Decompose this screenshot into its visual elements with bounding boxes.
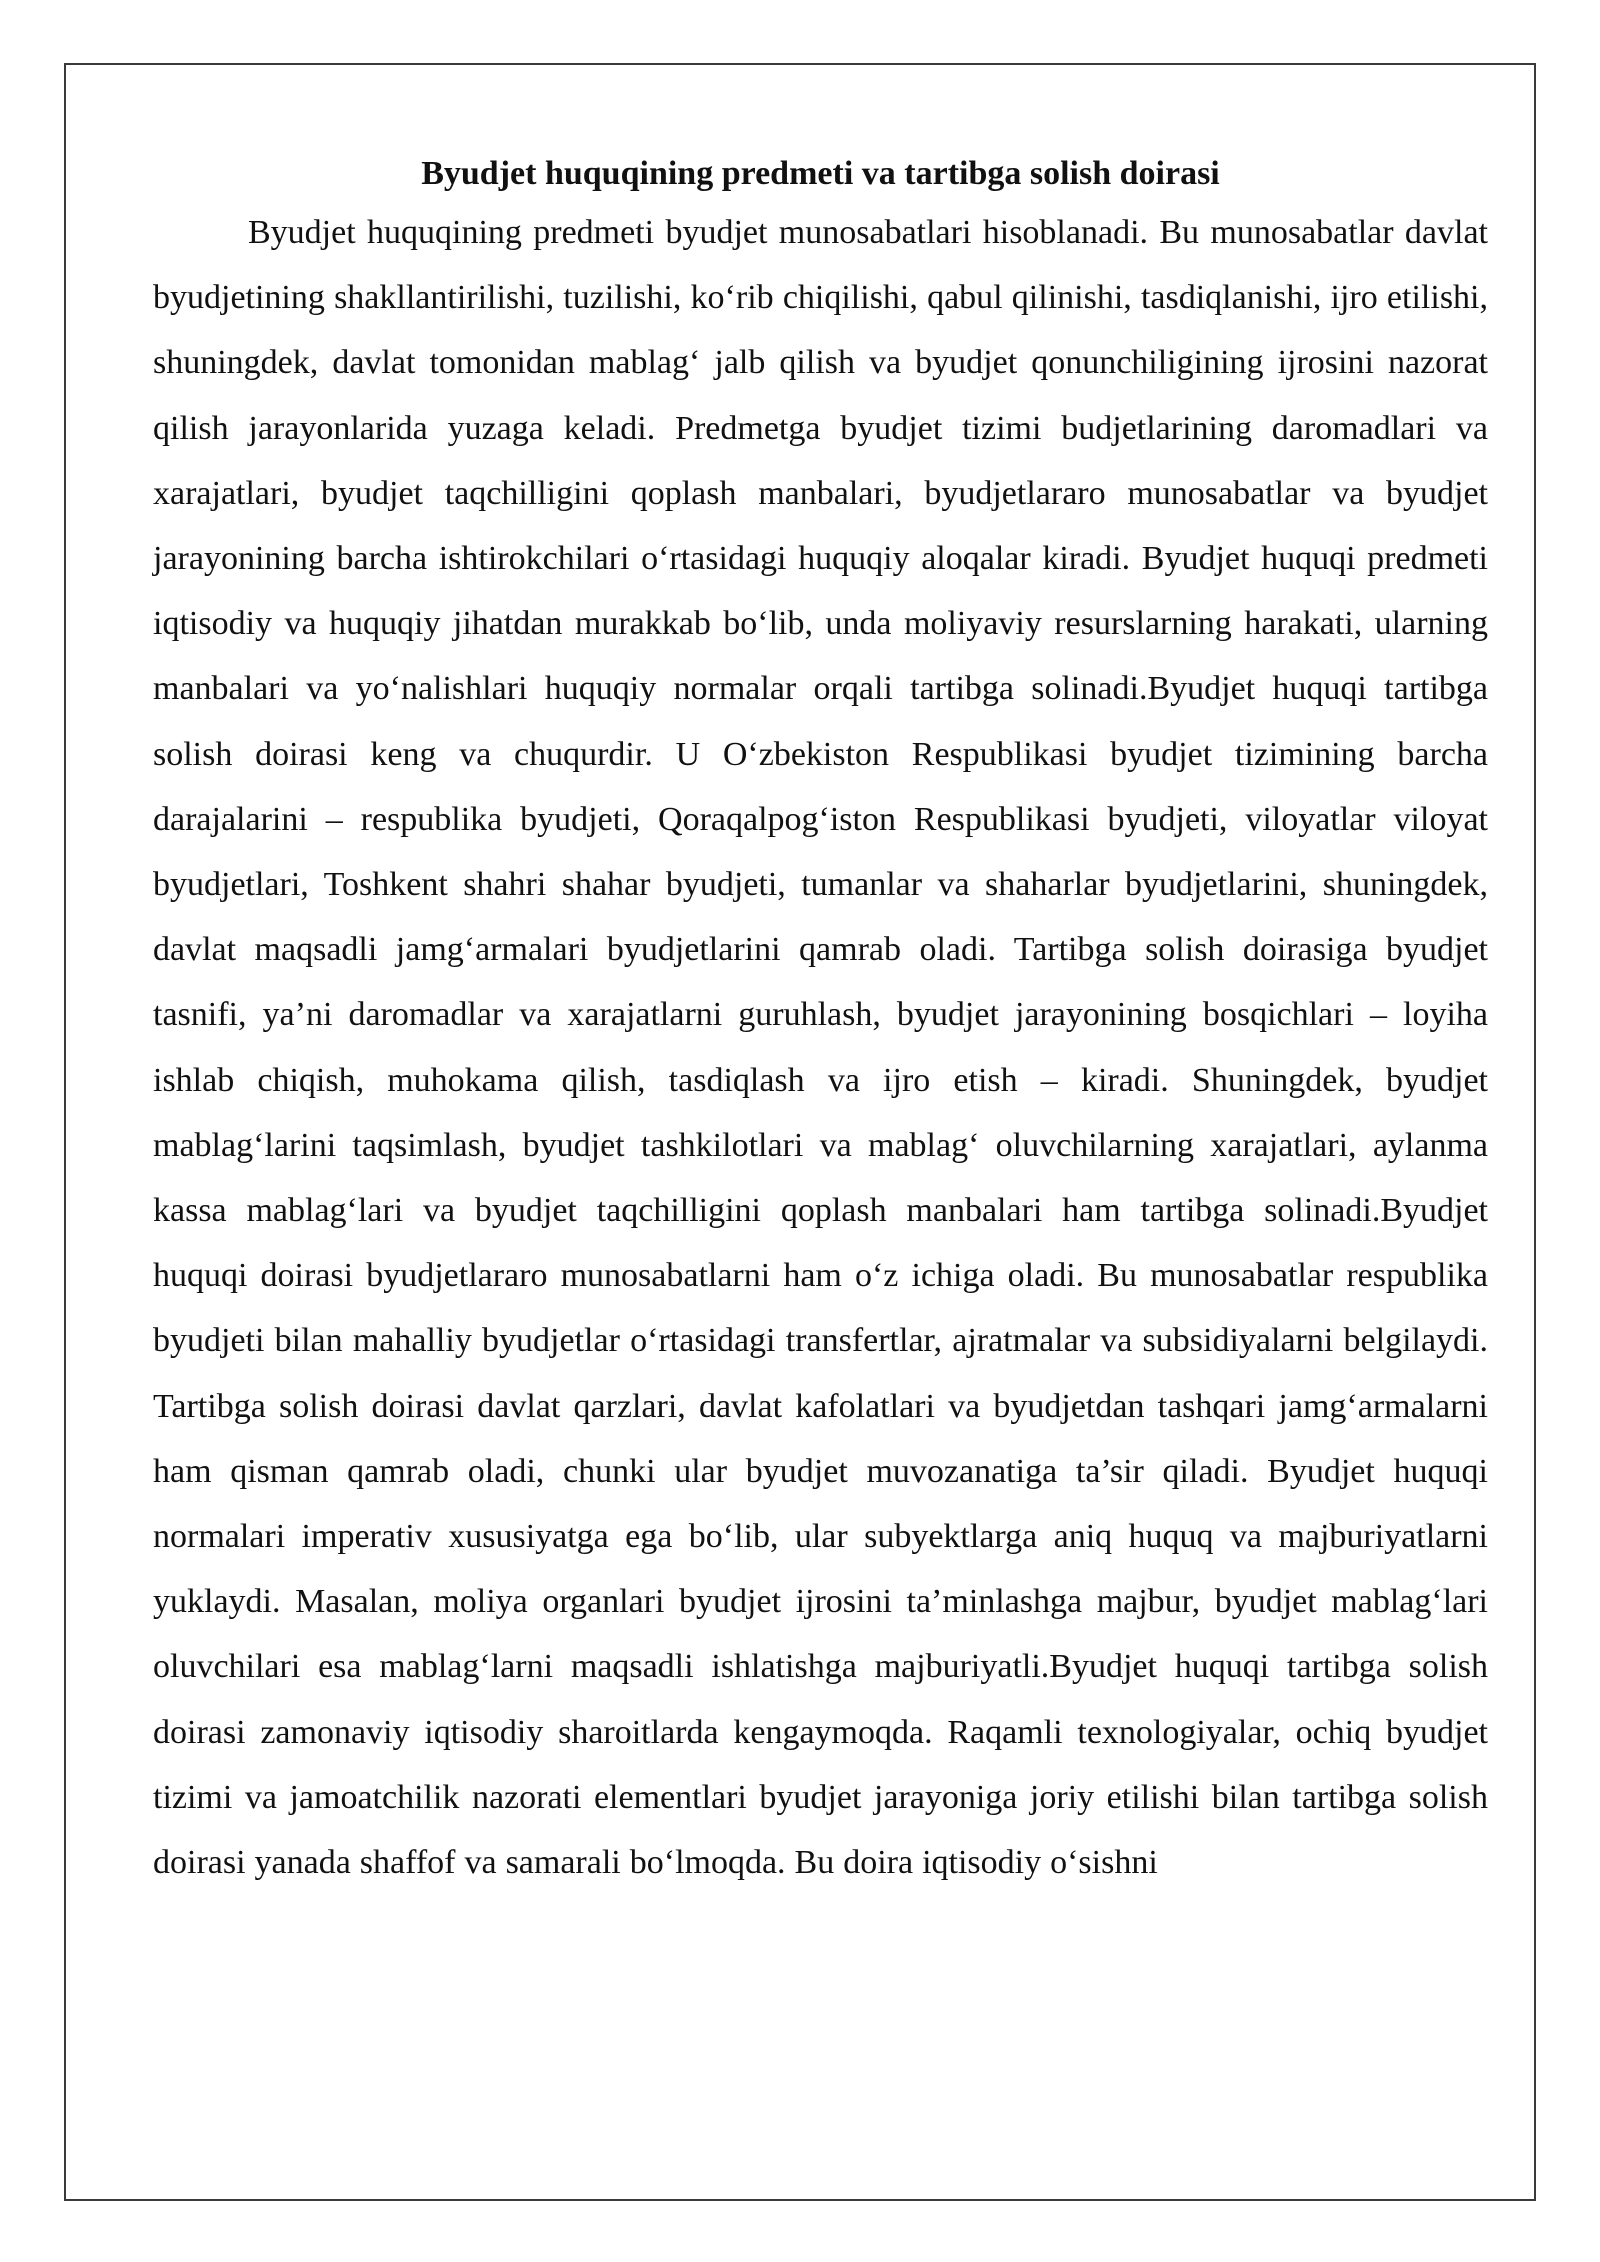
document-content: [153, 148, 1488, 1895]
document-title: Byudjet huquqining predmeti va tartibga solish doirasi: [421, 155, 1220, 192]
document-body-paragraph: Byudjet huquqining predmeti byudjet munosabatlari hisoblanadi. Bu munosabatlar davlat byudjetining shakllantirilishi, tuzilishi, ko‘rib chiqilishi, qabul qilinishi, tasdiqlanishi, ijro etilishi, shuningdek, davlat tomonidan mablag‘ jalb qilish va byudjet qonunchiligining ijrosini nazorat qilish jarayonlarida yuzaga keladi. Predmetga byudjet tizimi budjetlarining daromadlari va xarajatlari, byudjet taqchilligini qoplash manbalari, byudjetlararo munosabatlar va byudjet jarayonining barcha ishtirokchilari o‘rtasidagi huquqiy aloqalar kiradi. Byudjet huquqi predmeti iqtisodiy va huquqiy jihatdan murakkab bo‘lib, unda moliyaviy resurslarning harakati, ularning manbalari va yo‘nalishlari huquqiy normalar orqali tartibga solinadi.Byudjet huquqi tartibga solish doirasi keng va chuqurdir. U O‘zbekiston Respublikasi byudjet tizimining barcha darajalarini – respublika byudjeti, Qoraqalpog‘iston Respublikasi byudjeti, viloyatlar viloyat byudjetlari, Toshkent shahri shahar byudjeti, tumanlar va shaharlar byudjetlarini, shuningdek, davlat maqsadli jamg‘armalari byudjetlarini qamrab oladi. Tartibga solish doirasiga byudjet tasnifi, ya’ni daromadlar va xarajatlarni guruhlash, byudjet jarayonining bosqichlari – loyiha ishlab chiqish, muhokama qilish, tasdiqlash va ijro etish – kiradi. Shuningdek, byudjet mablag‘larini taqsimlash, byudjet tashkilotlari va mablag‘ oluvchilarning xarajatlari, aylanma kassa mablag‘lari va byudjet taqchilligini qoplash manbalari ham tartibga solinadi.Byudjet huquqi doirasi byudjetlararo munosabatlarni ham o‘z ichiga oladi. Bu munosabatlar respublika byudjeti bilan mahalliy byudjetlar o‘rtasidagi transfertlar, ajratmalar va subsidiyalarni belgilaydi. Tartibga solish doirasi davlat qarzlari, davlat kafolatlari va byudjetdan tashqari jamg‘armalarni ham qisman qamrab oladi, chunki ular byudjet muvozanatiga ta’sir qiladi. Byudjet huquqi normalari imperativ xususiyatga ega bo‘lib, ular subyektlarga aniq huquq va majburiyatlarni yuklaydi. Masalan, moliya organlari byudjet ijrosini ta’minlashga majbur, byudjet mablag‘lari oluvchilari esa mablag‘larni maqsadli ishlatishga majburiyatli.Byudjet huquqi tartibga solish doirasi zamonaviy iqtisodiy sharoitlarda kengaymoqda. Raqamli texnologiyalar, ochiq byudjet tizimi va jamoatchilik nazorati elementlari byudjet jarayoniga joriy etilishi bilan tartibga solish doirasi yanada shaffof va samarali bo‘lmoqda. Bu doira iqtisodiy o‘sishni: [153, 214, 1488, 1882]
